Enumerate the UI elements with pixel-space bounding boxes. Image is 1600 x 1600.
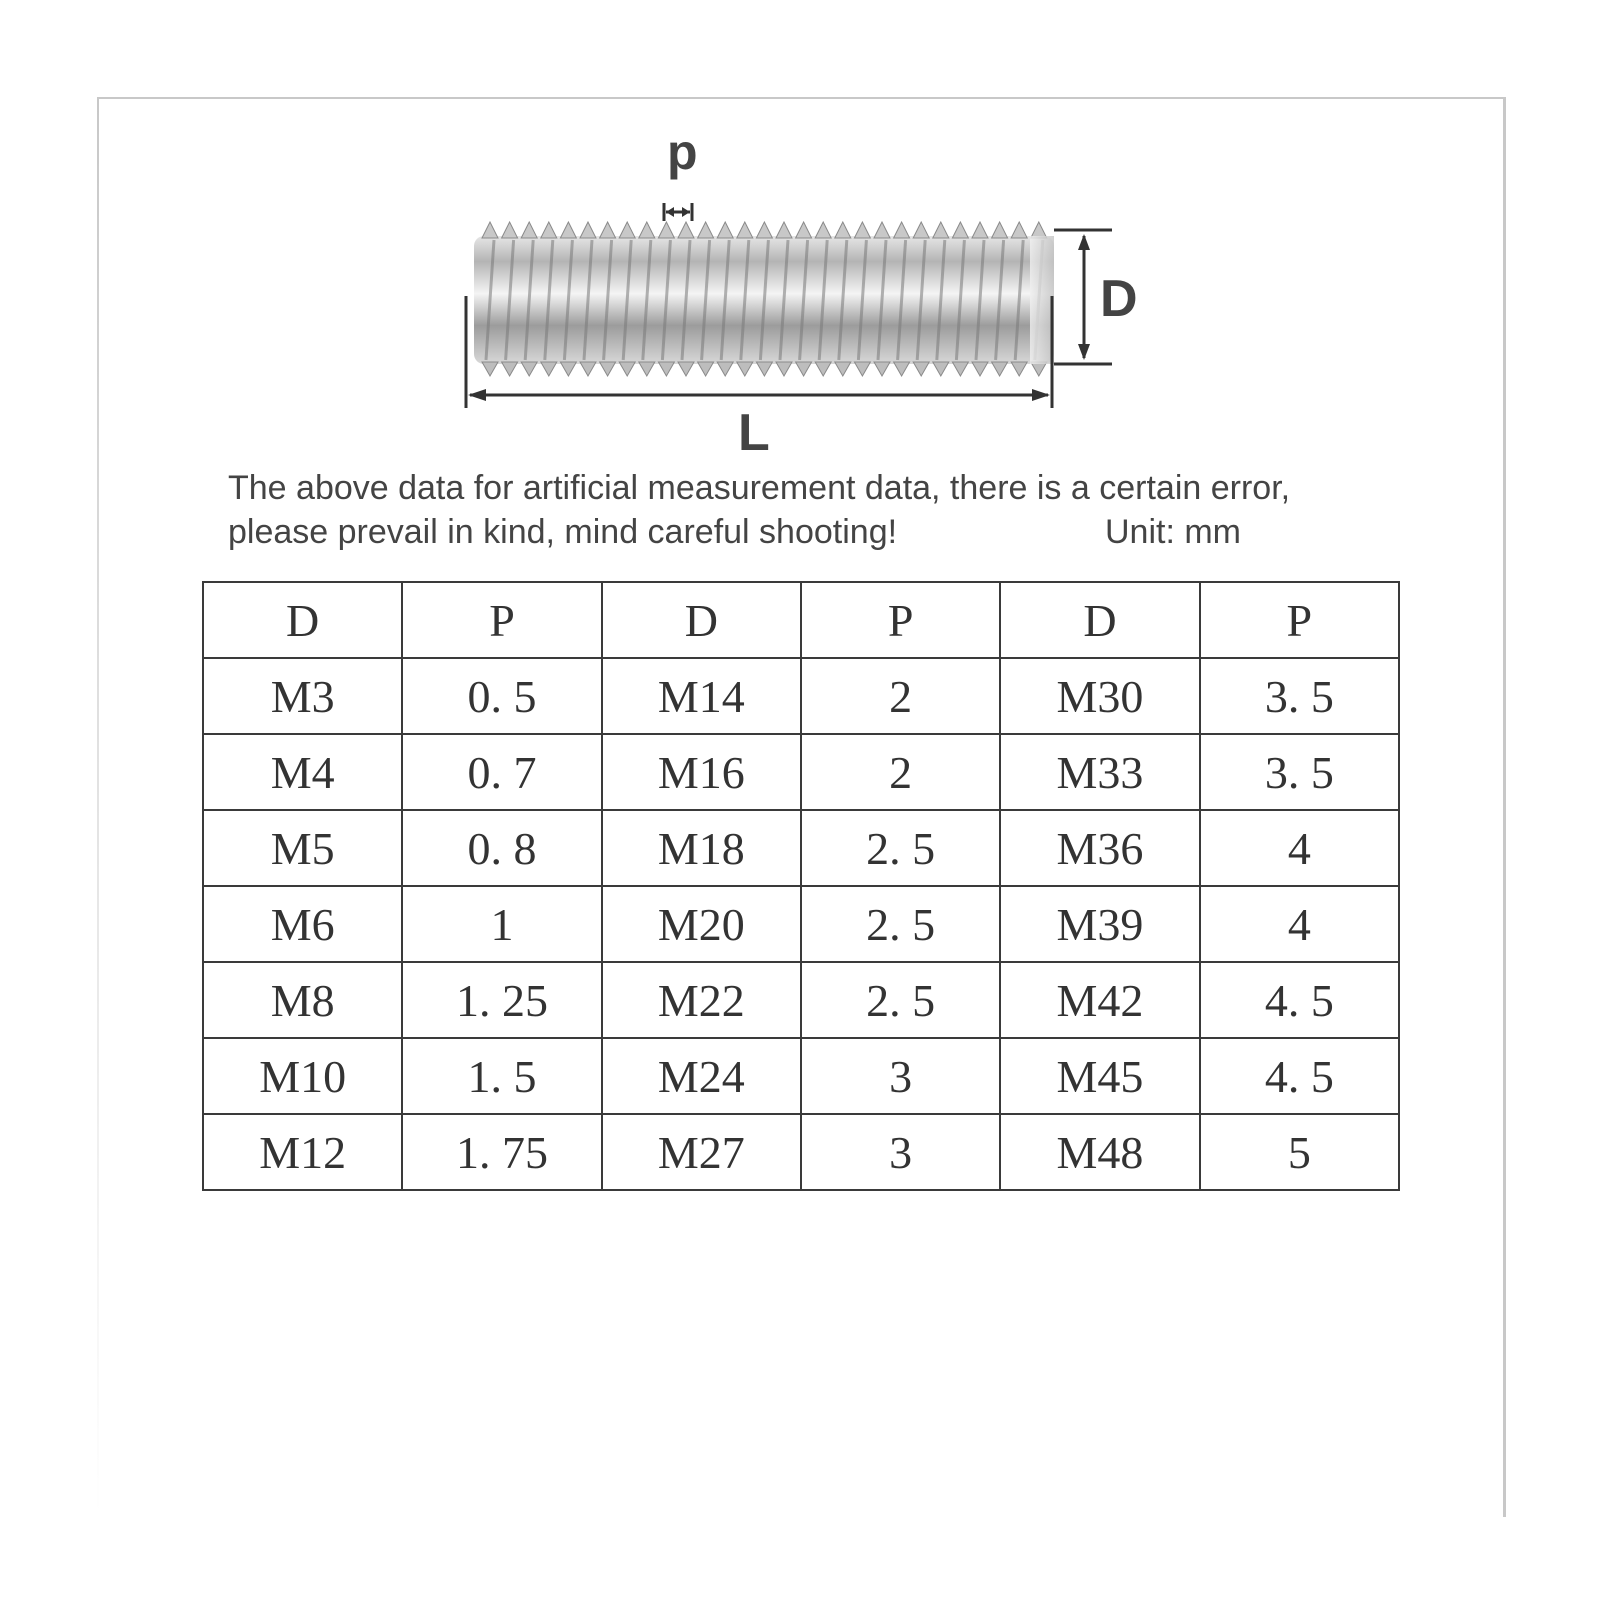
table-header-row: [203, 582, 1399, 658]
table-cell: M4: [203, 734, 402, 810]
table-row: [203, 1038, 1399, 1114]
measurement-note: [228, 466, 1290, 554]
table-cell: M42: [1000, 962, 1199, 1038]
table-row: [203, 810, 1399, 886]
table-cell: 4: [1200, 810, 1399, 886]
table-cell: 3. 5: [1200, 734, 1399, 810]
table-cell: M14: [602, 658, 801, 734]
diameter-label: D: [1100, 270, 1138, 328]
table-header-cell: P: [402, 582, 601, 658]
table-cell: 1. 75: [402, 1114, 601, 1190]
table-cell: 4. 5: [1200, 1038, 1399, 1114]
table-cell: M33: [1000, 734, 1199, 810]
table-header-cell: P: [1200, 582, 1399, 658]
table-cell: 0. 7: [402, 734, 601, 810]
table-row: [203, 886, 1399, 962]
table-cell: 4: [1200, 886, 1399, 962]
length-label: L: [738, 404, 770, 462]
table-cell: 3: [801, 1114, 1000, 1190]
table-cell: 2: [801, 658, 1000, 734]
table-cell: M8: [203, 962, 402, 1038]
table-cell: M39: [1000, 886, 1199, 962]
table-cell: 3: [801, 1038, 1000, 1114]
table-cell: M5: [203, 810, 402, 886]
table-cell: M48: [1000, 1114, 1199, 1190]
table-cell: M36: [1000, 810, 1199, 886]
table-cell: M30: [1000, 658, 1199, 734]
table-header-cell: D: [1000, 582, 1199, 658]
thread-spec-table: [202, 581, 1400, 1191]
table-cell: 4. 5: [1200, 962, 1399, 1038]
note-line-1: The above data for artificial measurement data, there is a certain error,: [228, 469, 1291, 507]
threaded-rod-image: [474, 222, 1054, 376]
table-cell: M22: [602, 962, 801, 1038]
table-row: [203, 1114, 1399, 1190]
table-cell: M10: [203, 1038, 402, 1114]
table-cell: 5: [1200, 1114, 1399, 1190]
note-line-2-text: please prevail in kind, mind careful shooting!: [228, 513, 898, 551]
table-row: [203, 962, 1399, 1038]
table-cell: 0. 5: [402, 658, 601, 734]
unit-label: Unit: mm: [1105, 513, 1241, 551]
table-header-cell: P: [801, 582, 1000, 658]
table-header-cell: D: [602, 582, 801, 658]
table-cell: 2: [801, 734, 1000, 810]
table-cell: 1: [402, 886, 601, 962]
table-cell: M27: [602, 1114, 801, 1190]
table-cell: M18: [602, 810, 801, 886]
table-header-cell: D: [203, 582, 402, 658]
table-cell: 2. 5: [801, 962, 1000, 1038]
table-cell: M6: [203, 886, 402, 962]
table-cell: M3: [203, 658, 402, 734]
table-cell: M16: [602, 734, 801, 810]
table-cell: 2. 5: [801, 810, 1000, 886]
table-cell: M20: [602, 886, 801, 962]
table-cell: 1. 25: [402, 962, 601, 1038]
rod-end-face: [1030, 236, 1054, 364]
table-cell: 3. 5: [1200, 658, 1399, 734]
table-cell: 2. 5: [801, 886, 1000, 962]
table-cell: 0. 8: [402, 810, 601, 886]
table-cell: M12: [203, 1114, 402, 1190]
table-row: [203, 734, 1399, 810]
pitch-marker: [664, 203, 692, 221]
threaded-rod-diagram: [0, 0, 1600, 460]
note-line-2: [228, 510, 1290, 554]
table-cell: M24: [602, 1038, 801, 1114]
table-cell: 1. 5: [402, 1038, 601, 1114]
pitch-label: p: [667, 124, 698, 180]
table-row: [203, 658, 1399, 734]
table-cell: M45: [1000, 1038, 1199, 1114]
